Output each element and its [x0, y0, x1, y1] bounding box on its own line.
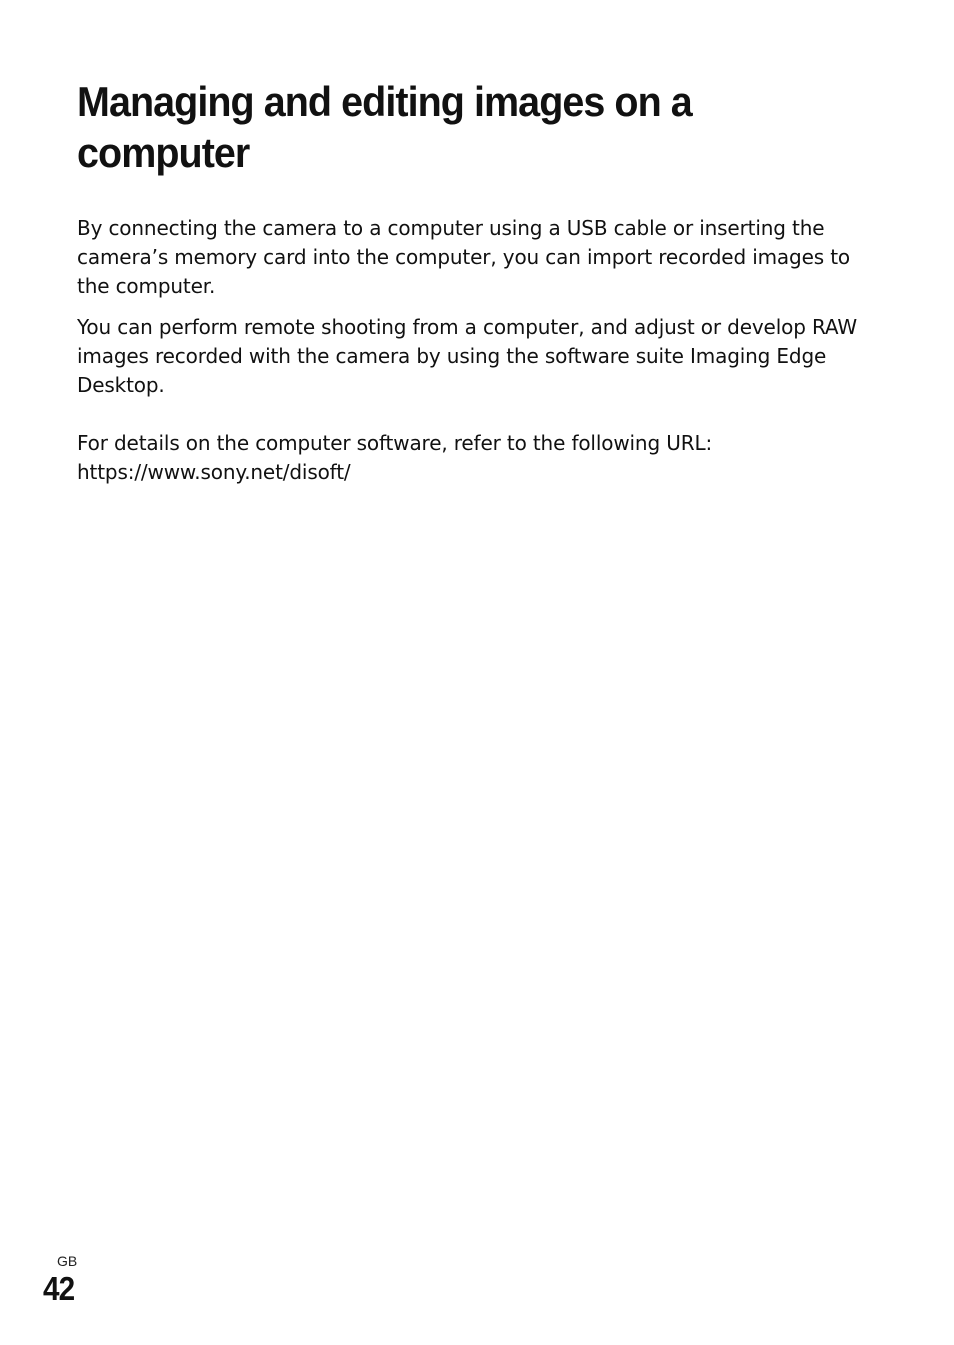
software-details-paragraph: For details on the computer software, refer to the following URL:	[77, 431, 713, 455]
software-url-link[interactable]: https://www.sony.net/disoft/	[77, 460, 351, 484]
intro-paragraph: By connecting the camera to a computer using a USB cable or inserting the camera’s memory card into the computer, you can import recorded images to the computer.	[77, 216, 850, 298]
remote-shooting-paragraph: You can perform remote shooting from a computer, and adjust or develop RAW images recorded with the camera by using the software suite Imaging Edge Desktop.	[77, 315, 857, 397]
software-url-line	[77, 458, 877, 487]
page-number: 42	[43, 1270, 75, 1307]
page-title: Managing and editing images on a computer	[77, 78, 692, 176]
region-label: GB	[57, 1253, 78, 1269]
